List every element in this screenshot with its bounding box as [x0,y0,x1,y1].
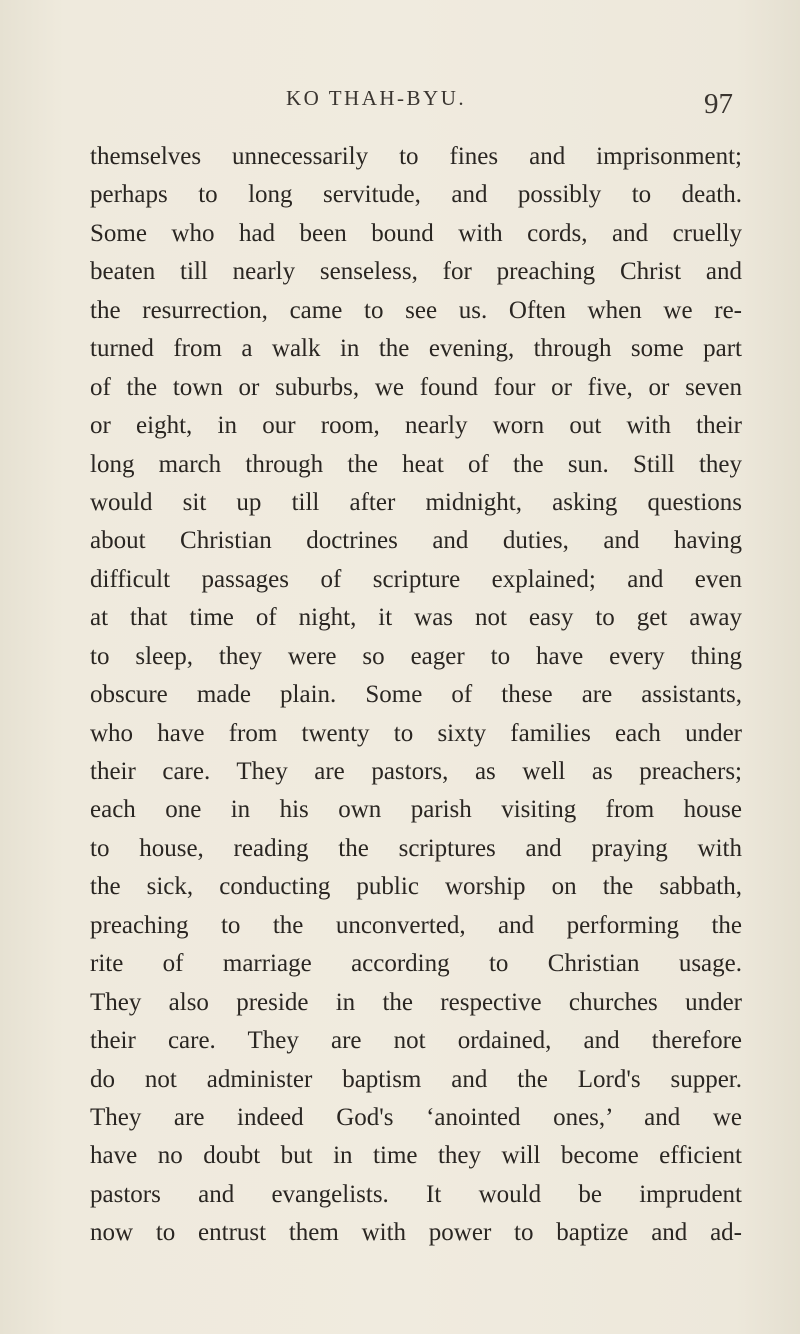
text-line: preaching to the unconverted, and performing the [90,911,742,939]
text-line: at that time of night, it was not easy to get away [90,604,742,632]
text-line: of the town or suburbs, we found four or five, or seven [90,373,742,401]
running-header [0,86,800,120]
text-line: who have from twenty to sixty families each under [90,719,742,747]
text-line: beaten till nearly senseless, for preaching Christ and [90,258,742,286]
text-line: turned from a walk in the evening, through some part [90,335,742,363]
page-number: 97 [704,88,733,120]
text-line: They are indeed God's ‘anointed ones,’ and we [90,1103,742,1131]
text-line: obscure made plain. Some of these are assistants, [90,681,742,709]
text-line: do not administer baptism and the Lord's supper. [90,1065,742,1093]
text-line: about Christian doctrines and duties, and having [90,527,742,555]
text-line: would sit up till after midnight, asking questions [90,488,742,516]
text-line: each one in his own parish visiting from house [90,796,742,824]
text-line: Some who had been bound with cords, and cruelly [90,219,742,247]
text-line: pastors and evangelists. It would be imprudent [90,1180,742,1208]
text-line: the resurrection, came to see us. Often when we re- [90,296,742,324]
text-line: have no doubt but in time they will become efficient [90,1142,742,1170]
text-line: to sleep, they were so eager to have every thing [90,642,742,670]
text-line: rite of marriage according to Christian usage. [90,950,742,978]
text-line: difficult passages of scripture explained; and even [90,565,742,593]
text-line: They also preside in the respective churches under [90,988,742,1016]
text-line: their care. They are pastors, as well as preachers; [90,758,742,785]
text-line: to house, reading the scriptures and praying with [90,834,742,862]
text-line: or eight, in our room, nearly worn out with their [90,412,742,440]
text-line: now to entrust them with power to baptize and ad- [90,1219,742,1247]
running-title: KO THAH-BYU. [286,86,467,110]
text-line: perhaps to long servitude, and possibly to death. [90,181,742,209]
text-line: long march through the heat of the sun. Still they [90,450,742,478]
text-line: themselves unnecessarily to fines and imprisonment; [90,143,742,170]
body-text [90,138,742,1253]
text-line: their care. They are not ordained, and therefore [90,1027,742,1055]
text-line: the sick, conducting public worship on the sabbath, [90,873,742,901]
